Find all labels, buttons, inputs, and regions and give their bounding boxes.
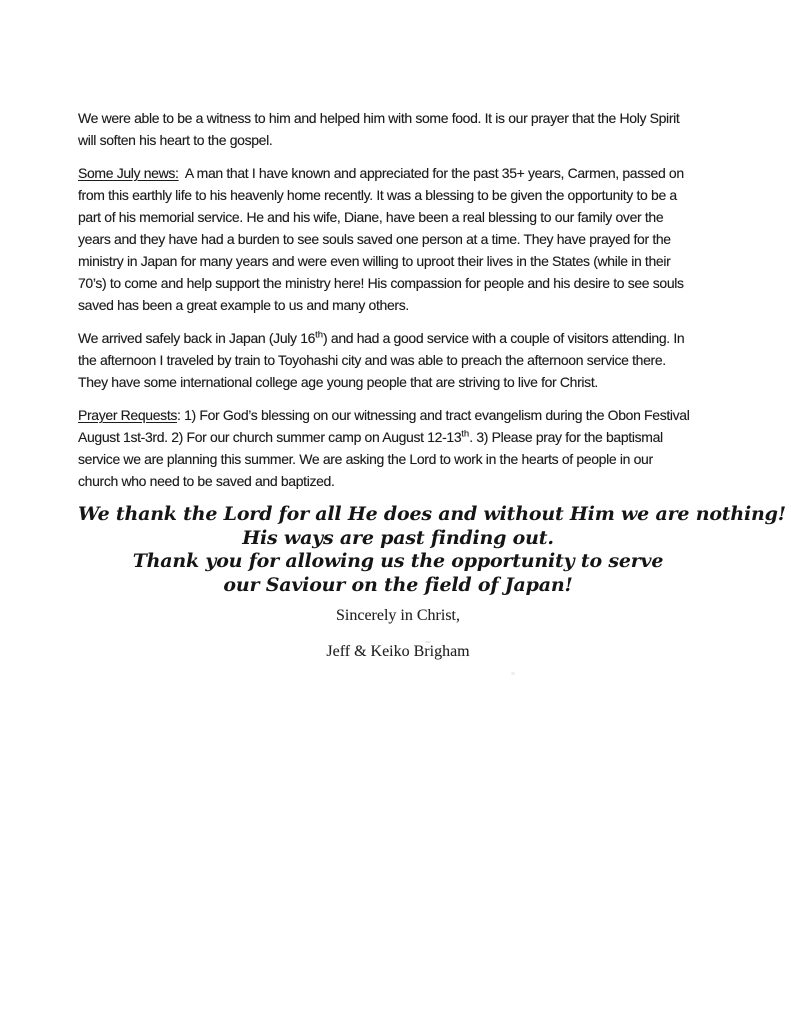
script-line: Thank you for allowing us the opportunity to serve xyxy=(132,550,664,572)
text-line xyxy=(78,272,718,294)
underlined-lead-in: Some July news: xyxy=(78,165,179,181)
text-line xyxy=(78,162,718,184)
text-run: service we are planning this summer. We are asking the Lord to work in the hearts of people in our xyxy=(78,451,653,467)
text-line xyxy=(78,470,718,492)
text-line xyxy=(78,294,718,316)
paragraph xyxy=(78,327,718,393)
scan-artifact xyxy=(425,641,431,643)
text-line xyxy=(78,206,718,228)
ordinal-superscript: th xyxy=(461,428,470,440)
script-line: His ways are past finding out. xyxy=(242,526,554,549)
ordinal-superscript: th xyxy=(315,329,324,341)
text-run: years and they have had a burden to see souls saved one person at a time. They have prayed for the xyxy=(78,231,671,247)
text-run: part of his memorial service. He and his wife, Diane, have been a real blessing to our family over the xyxy=(78,209,664,225)
signature-names: Jeff & Keiko Brigham xyxy=(326,643,470,660)
letter-body xyxy=(78,107,786,662)
text-run: 70’s) to come and help support the ministry here! His compassion for people and his desire to see souls xyxy=(78,275,684,291)
text-line xyxy=(78,228,718,250)
text-run: saved has been a great example to us and many others. xyxy=(78,297,409,313)
text-run: church who need to be saved and baptized. xyxy=(78,473,335,489)
thank-you-script-block xyxy=(78,503,786,597)
text-run: We arrived safely back in Japan (July 16 xyxy=(78,330,316,346)
text-line xyxy=(78,184,718,206)
text-run: . 3) Please pray for the baptismal xyxy=(469,429,663,445)
text-run: will soften his heart to the gospel. xyxy=(78,132,273,148)
closing-salutation: Sincerely in Christ, xyxy=(336,607,460,624)
text-run: August 1st-3rd. 2) For our church summer camp on August 12-13 xyxy=(78,429,462,445)
paragraph xyxy=(78,107,718,151)
paragraph xyxy=(78,162,718,316)
script-line: our Saviour on the field of Japan! xyxy=(223,573,573,596)
text-line xyxy=(78,349,718,371)
scan-artifact xyxy=(511,672,515,675)
text-run: A man that I have known and appreciated for the past 35+ years, Carmen, passed on xyxy=(178,165,684,181)
text-run: ministry in Japan for many years and were even willing to uproot their lives in the States (while in their xyxy=(78,253,671,269)
underlined-lead-in: Prayer Requests xyxy=(78,407,178,423)
text-line xyxy=(78,448,718,470)
text-run: ) and had a good service with a couple of visitors attending. In xyxy=(323,330,685,346)
text-line xyxy=(78,327,718,349)
text-line xyxy=(78,107,718,129)
text-line xyxy=(78,426,718,448)
text-line xyxy=(78,250,718,272)
letter-paragraphs xyxy=(78,107,718,492)
text-run: from this earthly life to his heavenly home recently. It was a blessing to be given the opportunity to be a xyxy=(78,187,677,203)
text-line xyxy=(78,129,718,151)
text-line xyxy=(78,404,718,426)
text-run: They have some international college age young people that are striving to live for Christ. xyxy=(78,374,598,390)
text-line xyxy=(78,371,718,393)
script-line: We thank the Lord for all He does and without Him we are nothing! xyxy=(78,503,786,525)
paragraph xyxy=(78,404,718,492)
text-run: We were able to be a witness to him and helped him with some food. It is our prayer that the Holy Spirit xyxy=(78,110,680,126)
text-run: the afternoon I traveled by train to Toyohashi city and was able to preach the afternoon service there. xyxy=(78,352,666,368)
text-run: : 1) For God’s blessing on our witnessing and tract evangelism during the Obon Festival xyxy=(177,407,690,423)
